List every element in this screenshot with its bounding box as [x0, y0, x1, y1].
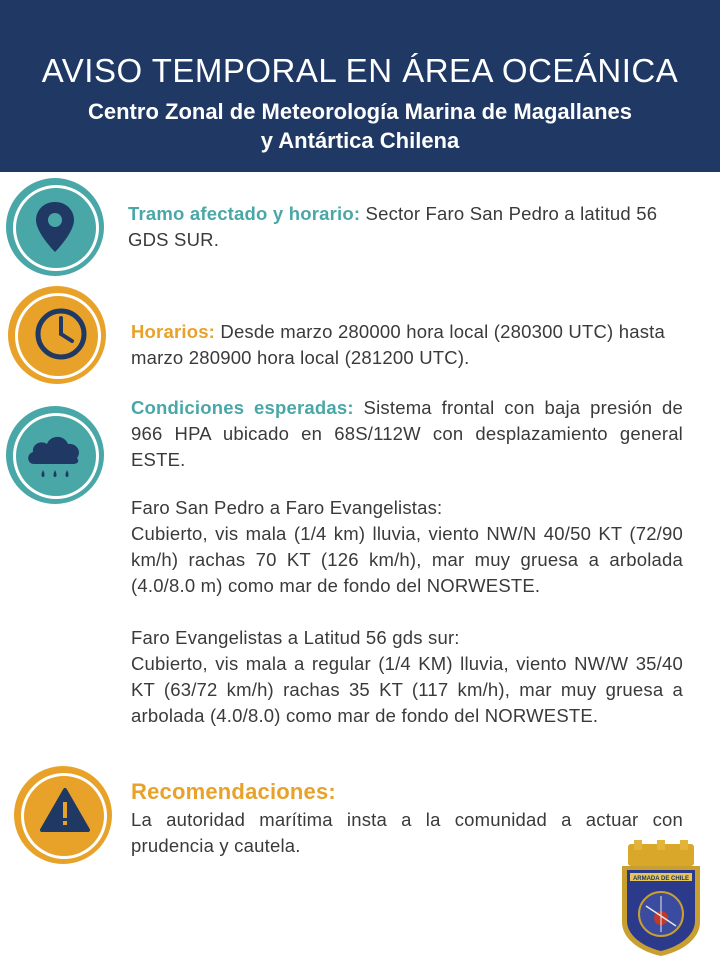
- sector2-text: Cubierto, vis mala a regular (1/4 KM) lluvia, viento NW/W 35/40 KT (63/72 km/h) rachas 35 KT (117 km/h), mar muy gruesa a arbolada (4.0/8.0) como mar de fondo del NORWESTE.: [131, 653, 683, 726]
- sector2-title: Faro Evangelistas a Latitud 56 gds sur:: [131, 627, 460, 648]
- condiciones-label: Condiciones esperadas:: [131, 397, 354, 418]
- sector2-section: [131, 625, 683, 729]
- tramo-section: [128, 201, 694, 253]
- horarios-text: Desde marzo 280000 hora local (280300 UTC) hasta marzo 280900 hora local (281200 UTC).: [131, 321, 665, 368]
- sector1-text: Cubierto, vis mala (1/4 km) lluvia, viento NW/N 40/50 KT (72/90 km/h) rachas 70 KT (126 km/h), mar muy gruesa a arbolada (4.0/8.0 m) como mar de fondo del NORWESTE.: [131, 523, 683, 596]
- horarios-section: [131, 319, 675, 371]
- recomendaciones-text: La autoridad marítima insta a la comunidad a actuar con prudencia y cautela.: [131, 809, 683, 856]
- recomendaciones-label: Recomendaciones:: [131, 779, 336, 804]
- page-title: AVISO TEMPORAL EN ÁREA OCEÁNICA: [41, 52, 679, 89]
- rain-cloud-icon: [6, 406, 104, 504]
- subtitle-line-2: y Antártica Chilena: [260, 128, 460, 153]
- crest-banner-text: ARMADA DE CHILE: [632, 876, 690, 882]
- warning-icon: [14, 766, 112, 864]
- condiciones-text: Sistema frontal con baja presión de 966 HPA ubicado en 68S/112W con desplazamiento general ESTE.: [131, 397, 683, 470]
- subtitle-line-1: Centro Zonal de Meteorología Marina de Magallanes: [88, 99, 632, 124]
- armada-crest-logo: [618, 840, 704, 958]
- clock-icon: [8, 286, 106, 384]
- page-subtitle: [0, 97, 720, 155]
- header-banner: [0, 0, 720, 172]
- horarios-label: Horarios:: [131, 321, 216, 342]
- tramo-label: Tramo afectado y horario:: [128, 203, 361, 224]
- condiciones-section: [131, 395, 683, 473]
- tramo-text: Sector Faro San Pedro a latitud 56 GDS SUR.: [128, 203, 658, 250]
- sector1-title: Faro San Pedro a Faro Evangelistas:: [131, 497, 443, 518]
- location-pin-icon: [6, 178, 104, 276]
- sector1-section: [131, 495, 683, 599]
- recomendaciones-section: [131, 779, 683, 859]
